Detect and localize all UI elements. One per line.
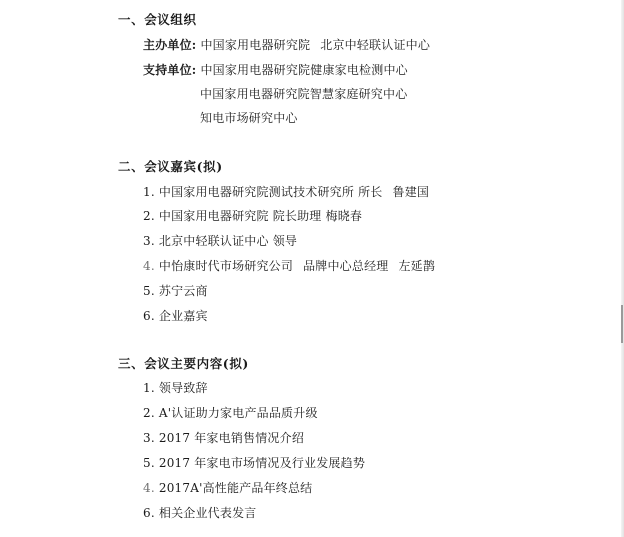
agenda-text: 2017 年家电市场情况及行业发展趋势 bbox=[158, 456, 366, 470]
agenda-item bbox=[143, 455, 365, 471]
guest-text: 企业嘉宾 bbox=[158, 309, 208, 323]
guest-item bbox=[143, 208, 362, 224]
guest-num: 4. bbox=[143, 259, 155, 273]
host-row bbox=[143, 37, 430, 53]
agenda-num: 6. bbox=[143, 506, 155, 520]
guest-num: 3. bbox=[143, 234, 155, 248]
agenda-item bbox=[143, 480, 312, 496]
guest-text: 中国家用电器研究院测试技术研究所 所长 bbox=[158, 185, 383, 199]
agenda-item bbox=[143, 505, 256, 521]
section2-heading: 二、会议嘉宾(拟) bbox=[118, 159, 223, 174]
agenda-num: 3. bbox=[143, 431, 155, 445]
guest-num: 1. bbox=[143, 185, 155, 199]
agenda-text: 2017 年家电销售情况介绍 bbox=[158, 431, 305, 445]
support-org-3: 知电市场研究中心 bbox=[200, 111, 298, 125]
guest-text: 中国家用电器研究院 院长助理 梅晓春 bbox=[158, 209, 363, 223]
agenda-text: 2017A'高性能产品年终总结 bbox=[158, 481, 313, 495]
support-org-2: 中国家用电器研究院智慧家庭研究中心 bbox=[200, 87, 408, 101]
host-label: 主办单位: bbox=[143, 38, 197, 52]
support-label: 支持单位: bbox=[143, 63, 197, 77]
guest-item bbox=[143, 184, 429, 200]
guest-num: 6. bbox=[143, 309, 155, 323]
agenda-num: 1. bbox=[143, 381, 155, 395]
agenda-text: 领导致辞 bbox=[158, 381, 208, 395]
agenda-item bbox=[143, 380, 208, 396]
guest-role: 品牌中心总经理 bbox=[303, 259, 389, 273]
guest-name: 鲁建国 bbox=[392, 185, 430, 199]
scroll-marker bbox=[621, 305, 623, 343]
agenda-num: 4. bbox=[143, 481, 155, 495]
section1-heading: 一、会议组织 bbox=[118, 12, 197, 27]
guest-item bbox=[143, 308, 208, 324]
host-org-2: 北京中轻联认证中心 bbox=[320, 38, 431, 52]
guest-text: 苏宁云商 bbox=[158, 284, 208, 298]
agenda-text: 相关企业代表发言 bbox=[158, 506, 257, 520]
agenda-text: A'认证助力家电产品品质升级 bbox=[158, 406, 318, 420]
support-org-1: 中国家用电器研究院健康家电检测中心 bbox=[200, 63, 408, 77]
support-row bbox=[143, 62, 408, 78]
guest-num: 5. bbox=[143, 284, 155, 298]
agenda-num: 5. bbox=[143, 456, 155, 470]
guest-text: 北京中轻联认证中心 领导 bbox=[158, 234, 298, 248]
host-org-1: 中国家用电器研究院 bbox=[200, 38, 311, 52]
agenda-item bbox=[143, 430, 304, 446]
guest-num: 2. bbox=[143, 209, 155, 223]
guest-name: 左延鹊 bbox=[398, 259, 436, 273]
agenda-item bbox=[143, 405, 318, 421]
agenda-num: 2. bbox=[143, 406, 155, 420]
guest-item bbox=[143, 258, 435, 274]
section3-heading: 三、会议主要内容(拟) bbox=[118, 356, 249, 371]
guest-text: 中怡康时代市场研究公司 bbox=[158, 259, 294, 273]
guest-item bbox=[143, 283, 208, 299]
guest-item bbox=[143, 233, 297, 249]
